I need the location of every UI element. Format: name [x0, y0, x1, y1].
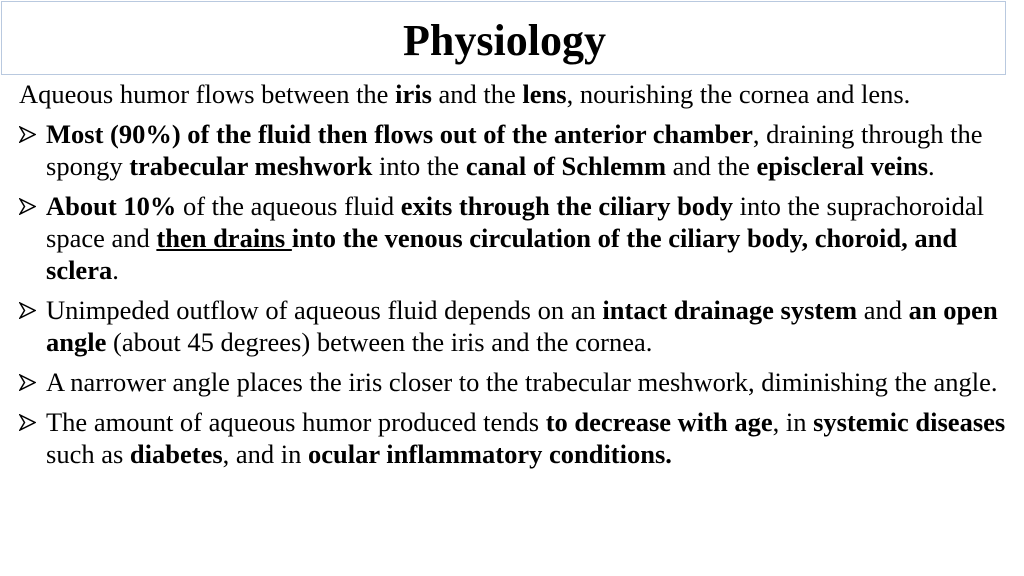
text-run: Unimpeded outflow of aqueous fluid depends on an: [46, 295, 603, 325]
bold-text: ocular inflammatory conditions.: [308, 439, 672, 469]
text-run: such as: [46, 439, 130, 469]
text-run: , in: [772, 407, 814, 437]
bullet-item: [19, 406, 1009, 470]
intro-paragraph: [19, 78, 1009, 110]
bold-text: systemic diseases: [813, 407, 1006, 437]
bold-text: diabetes: [129, 439, 223, 469]
arrowhead-bullet-icon: [19, 302, 36, 319]
bullet-text: [46, 407, 1005, 469]
bold-text: an open angle: [46, 295, 998, 357]
bold-text: episcleral veins: [756, 151, 929, 181]
text-run: into the suprachoroidal space and: [46, 191, 984, 253]
bullet-item: [19, 294, 1009, 358]
text-run: The amount of aqueous humor produced tends: [46, 407, 546, 437]
bold-text: exits through the ciliary body: [400, 191, 734, 221]
bold-text: intact drainage system: [602, 295, 858, 325]
text-run: , and in: [222, 439, 309, 469]
bullet-list: [19, 118, 1009, 470]
bullet-text: [46, 367, 998, 397]
slide-body: [19, 78, 1009, 478]
text-run: .: [928, 151, 935, 181]
bold-text: to decrease with age: [545, 407, 773, 437]
bold-text: Most (90%) of the fluid then flows out of the anterior chamber: [46, 119, 753, 149]
text-run: into the: [372, 151, 466, 181]
bold-text: lens: [522, 79, 567, 109]
bold-text: iris: [395, 79, 432, 109]
slide-title: Physiology: [403, 16, 606, 65]
bold-text: About 10%: [46, 191, 183, 221]
text-run: , nourishing the cornea and lens.: [566, 79, 911, 109]
text-run: , draining through the spongy: [46, 119, 983, 181]
bullet-text: [46, 191, 984, 285]
text-run: (about 45 degrees) between the iris and the cornea.: [106, 327, 653, 357]
arrowhead-bullet-icon: [19, 414, 36, 431]
title-box: [1, 1, 1006, 75]
bullet-item: [19, 190, 1009, 286]
bold-text: into the venous circulation of the ciliary body, choroid, and sclera: [46, 223, 958, 285]
bullet-text: [46, 119, 982, 181]
text-run: and the: [431, 79, 523, 109]
bold-text: trabecular meshwork: [129, 151, 373, 181]
arrowhead-bullet-icon: [19, 198, 36, 215]
text-run: of the aqueous fluid: [182, 191, 401, 221]
text-run: and: [857, 295, 909, 325]
arrowhead-bullet-icon: [19, 374, 36, 391]
text-run: Aqueous humor flows between the: [19, 79, 396, 109]
arrowhead-bullet-icon: [19, 126, 36, 143]
bold-text: canal of Schlemm: [465, 151, 667, 181]
text-run: A narrower angle places the iris closer to the trabecular meshwork, diminishing the angle.: [46, 367, 998, 397]
bullet-text: [46, 295, 998, 357]
bold-text: then drains: [156, 223, 292, 253]
bullet-item: [19, 366, 1009, 398]
text-run: .: [112, 255, 119, 285]
bullet-item: [19, 118, 1009, 182]
text-run: and the: [666, 151, 757, 181]
